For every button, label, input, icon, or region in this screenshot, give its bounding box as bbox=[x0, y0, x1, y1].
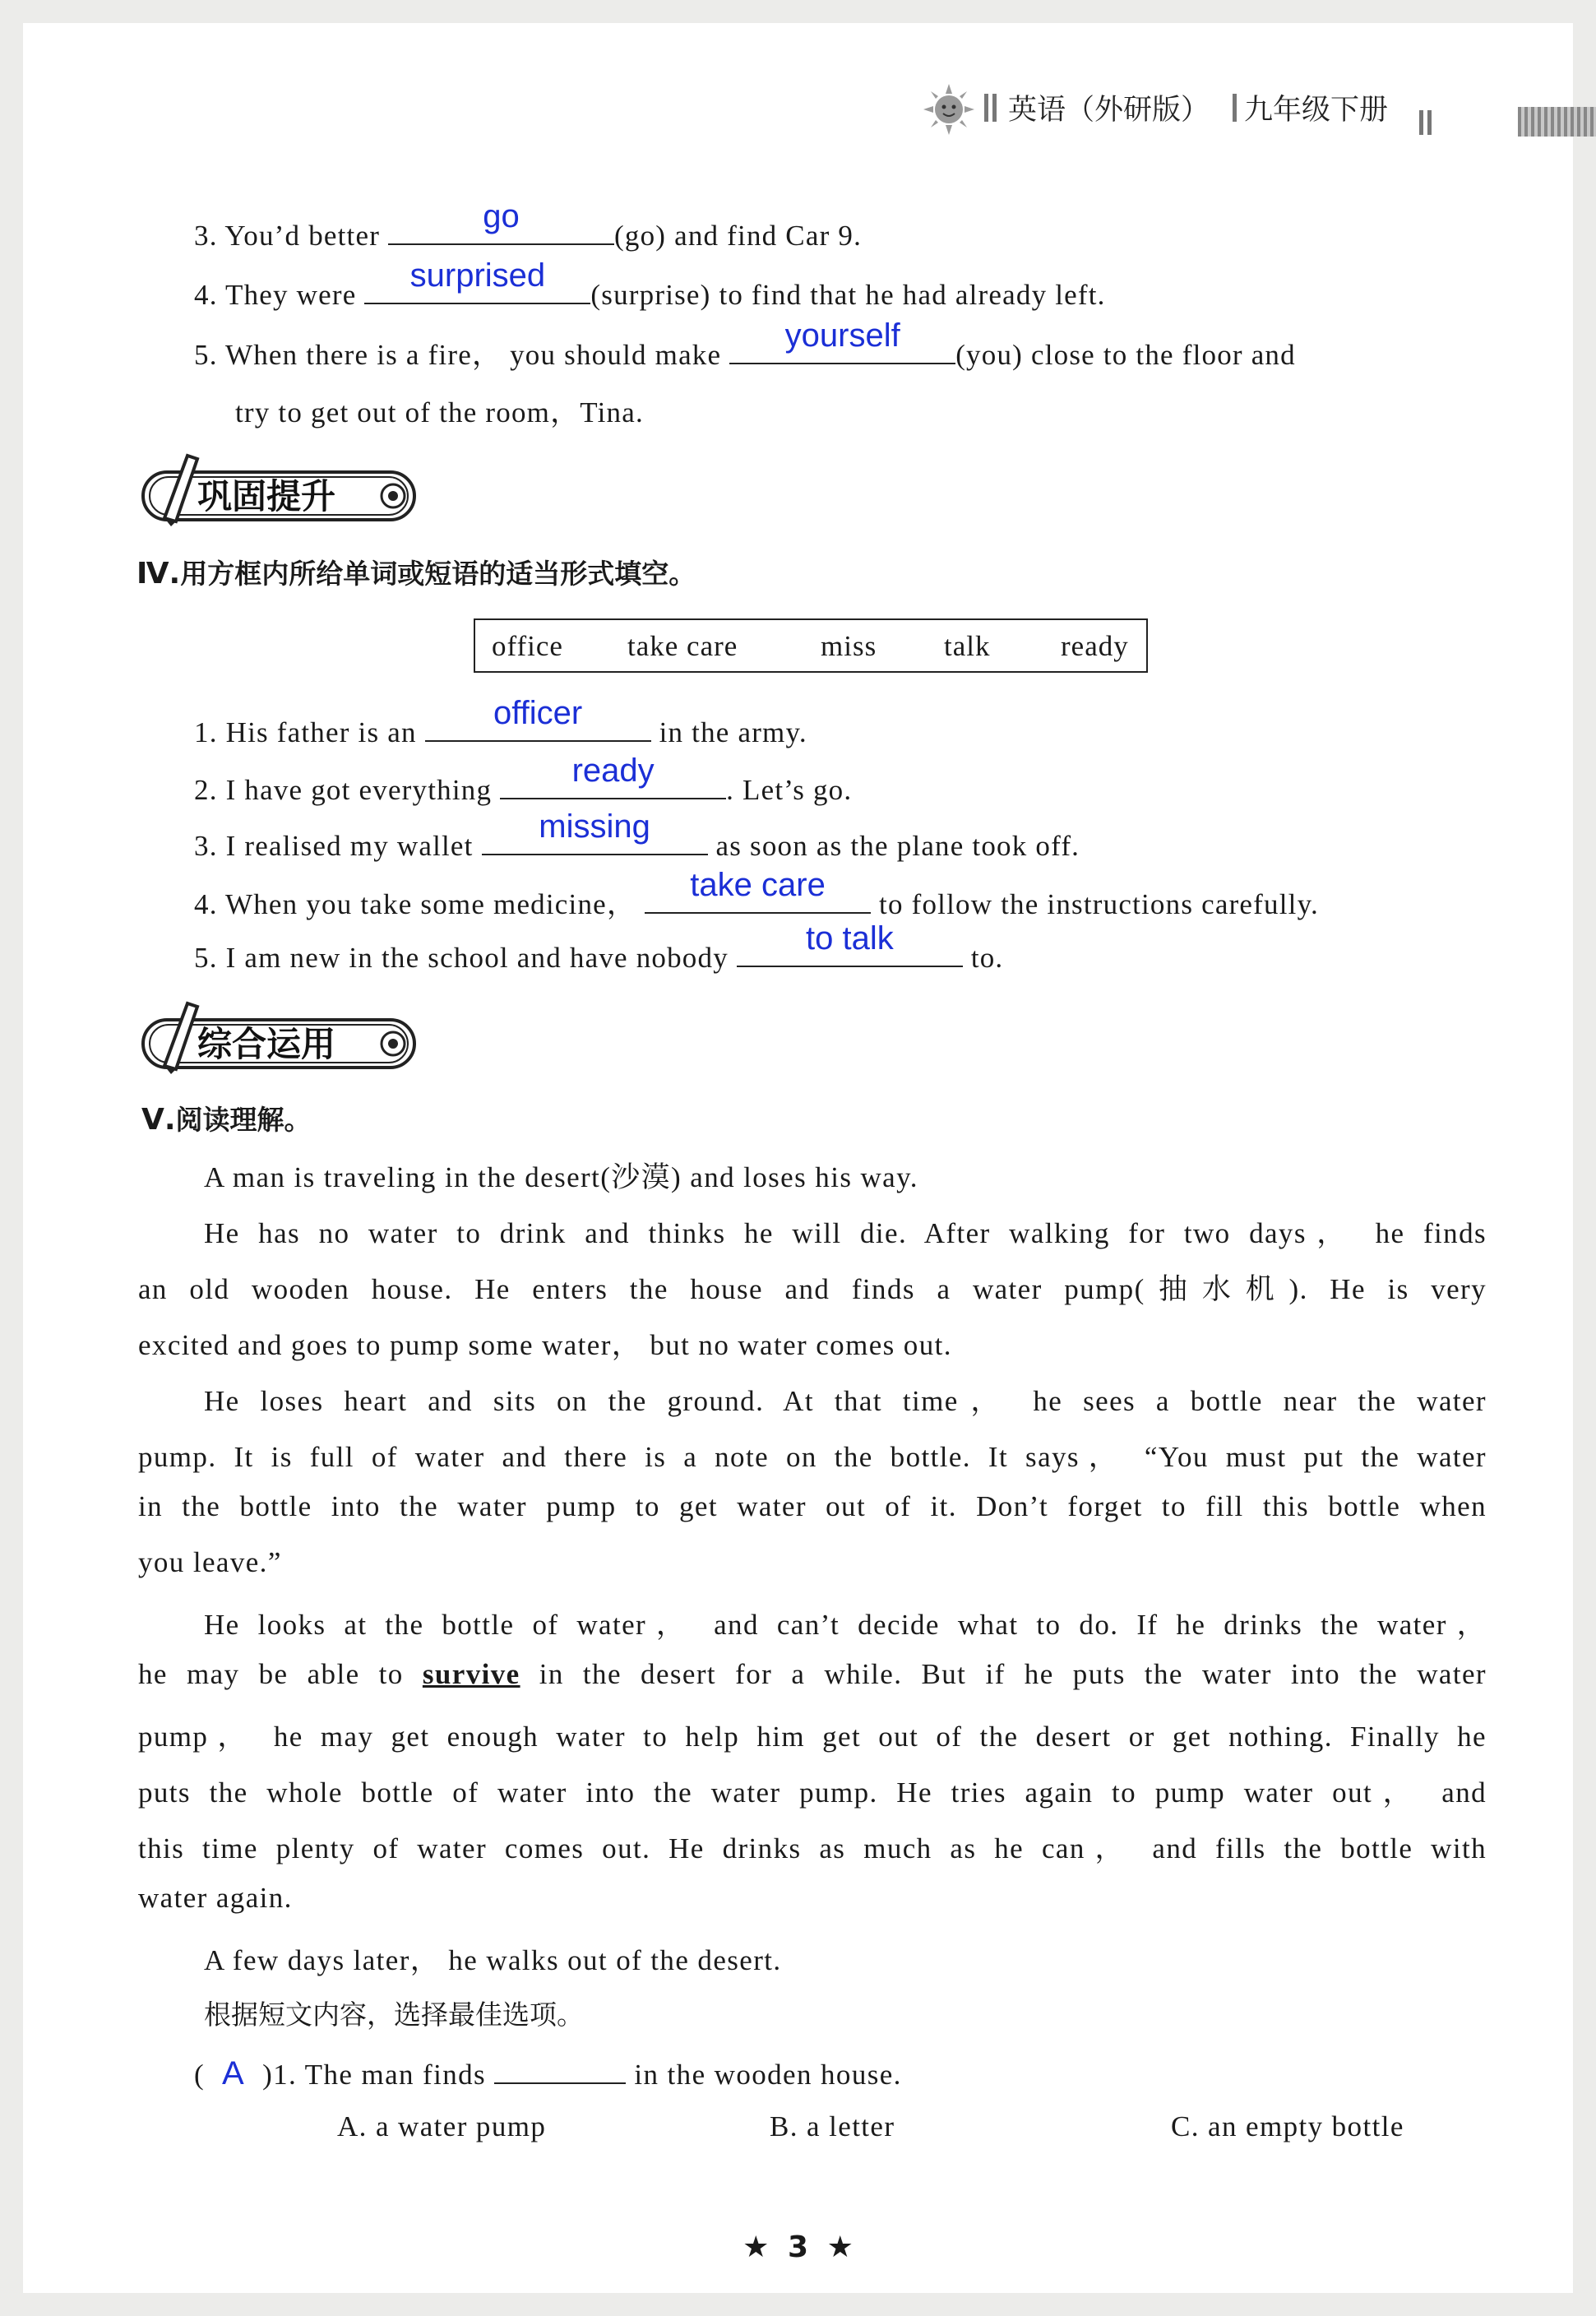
answer-blank bbox=[737, 920, 963, 967]
passage-line: A few days later， he walks out of the desert. bbox=[204, 1944, 782, 1976]
option-b: B. a letter bbox=[770, 2110, 895, 2142]
passage-line: A man is traveling in the desert(沙漠) and loses his way. bbox=[204, 1161, 918, 1193]
svg-text:巩固提升: 巩固提升 bbox=[197, 476, 336, 516]
passage-line: an old wooden house. He enters the house and finds a water pump(抽水机). He is very bbox=[138, 1273, 1487, 1305]
header-grade: 九年级下册 bbox=[1244, 94, 1389, 127]
word-bank-item: miss bbox=[821, 630, 877, 662]
word-bank-item: ready bbox=[1061, 630, 1129, 662]
passage-line: in the bottle into the water pump to get water out of it. Don’t forget to fill this bottle when bbox=[138, 1490, 1487, 1522]
part-iv-item-3: 3. I realised my wallet missing as soon as the plane took off. bbox=[194, 808, 1080, 862]
answer-blank bbox=[494, 2054, 626, 2084]
svg-text:综合运用: 综合运用 bbox=[197, 1024, 336, 1064]
handwritten-answer: A bbox=[222, 2055, 246, 2091]
passage-line: you leave.” bbox=[138, 1546, 282, 1578]
handwritten-answer: to talk bbox=[806, 920, 894, 957]
question-instruction: 根据短文内容，选择最佳选项。 bbox=[204, 1999, 584, 2031]
word-bank-item: office bbox=[492, 630, 563, 662]
handwritten-answer: surprised bbox=[409, 257, 546, 294]
question-1: ( A )1. The man finds in the wooden house. bbox=[194, 2055, 902, 2091]
handwritten-answer: ready bbox=[571, 753, 655, 789]
part-iv-item-4: 4. When you take some medicine， take care to follow the instructions carefully. bbox=[194, 867, 1319, 920]
part-iv-heading: Ⅳ.用方框内所给单词或短语的适当形式填空。 bbox=[136, 557, 696, 591]
answer-blank bbox=[364, 257, 590, 304]
passage-line: He has no water to drink and thinks he will die. After walking for two days， he finds bbox=[204, 1217, 1487, 1249]
page-footer bbox=[0, 2230, 1596, 2264]
part-iv-item-2: 2. I have got everything ready . Let’s go. bbox=[194, 753, 853, 806]
passage-line: pump. It is full of water and there is a note on the bottle. It says， “You must put the water bbox=[138, 1441, 1487, 1473]
header-subject: 英语（外研版） bbox=[1008, 94, 1210, 127]
handwritten-answer: go bbox=[483, 198, 520, 234]
passage-line: pump， he may get enough water to help him get out of the desert or get nothing. Finally he bbox=[138, 1721, 1487, 1753]
part-v-heading: Ⅴ.阅读理解。 bbox=[141, 1103, 312, 1137]
exercise-line-3: 3. You’d better go (go) and find Car 9. bbox=[194, 198, 863, 252]
handwritten-answer: officer bbox=[493, 695, 583, 731]
answer-blank bbox=[729, 317, 955, 364]
exercise-line-5-cont: try to get out of the room，Tina. bbox=[235, 396, 644, 428]
answer-blank bbox=[645, 867, 871, 914]
star-icon: ★ bbox=[826, 2230, 854, 2264]
handwritten-answer: yourself bbox=[784, 317, 900, 354]
section-badge-consolidate bbox=[132, 451, 428, 530]
answer-blank bbox=[388, 198, 614, 245]
passage-line: He loses heart and sits on the ground. At that time， he sees a bottle near the water bbox=[204, 1385, 1487, 1417]
option-a: A. a water pump bbox=[337, 2110, 547, 2142]
page-number: 3 bbox=[787, 2230, 809, 2264]
exercise-line-5: 5. When there is a fire， you should make yourself (you) close to the floor and bbox=[194, 317, 1296, 371]
part-iv-item-1: 1. His father is an officer in the army. bbox=[194, 695, 807, 748]
answer-blank bbox=[482, 808, 708, 855]
handwritten-answer: take care bbox=[690, 867, 826, 903]
exercise-line-4: 4. They were surprised (surprise) to find that he had already left. bbox=[194, 257, 1106, 311]
passage-line-survive: he may be able to survive in the desert for a while. But if he puts the water into the water bbox=[138, 1658, 1487, 1690]
handwritten-answer: missing bbox=[539, 808, 650, 845]
passage-line: this time plenty of water comes out. He drinks as much as he can， and fills the bottle with bbox=[138, 1832, 1487, 1864]
underlined-word: survive bbox=[422, 1658, 520, 1690]
word-bank-box bbox=[474, 618, 1148, 673]
passage-line: water again. bbox=[138, 1882, 293, 1914]
passage-line: puts the whole bottle of water into the water pump. He tries again to pump water out， and bbox=[138, 1776, 1487, 1809]
passage-line: He looks at the bottle of water， and can’t decide what to do. If he drinks the water， bbox=[204, 1609, 1487, 1641]
passage-line: excited and goes to pump some water， but no water comes out. bbox=[138, 1329, 952, 1361]
option-c: C. an empty bottle bbox=[1171, 2110, 1404, 2142]
header-decoration bbox=[1518, 107, 1596, 137]
word-bank-item: talk bbox=[944, 630, 991, 662]
answer-blank bbox=[425, 695, 651, 742]
page-header bbox=[922, 82, 1596, 140]
star-icon: ★ bbox=[742, 2230, 770, 2264]
word-bank-item: take care bbox=[627, 630, 738, 662]
answer-blank bbox=[500, 753, 726, 799]
section-badge-comprehensive bbox=[132, 998, 428, 1077]
sun-logo-icon bbox=[922, 82, 976, 137]
part-iv-item-5: 5. I am new in the school and have nobody to talk to. bbox=[194, 920, 1004, 974]
